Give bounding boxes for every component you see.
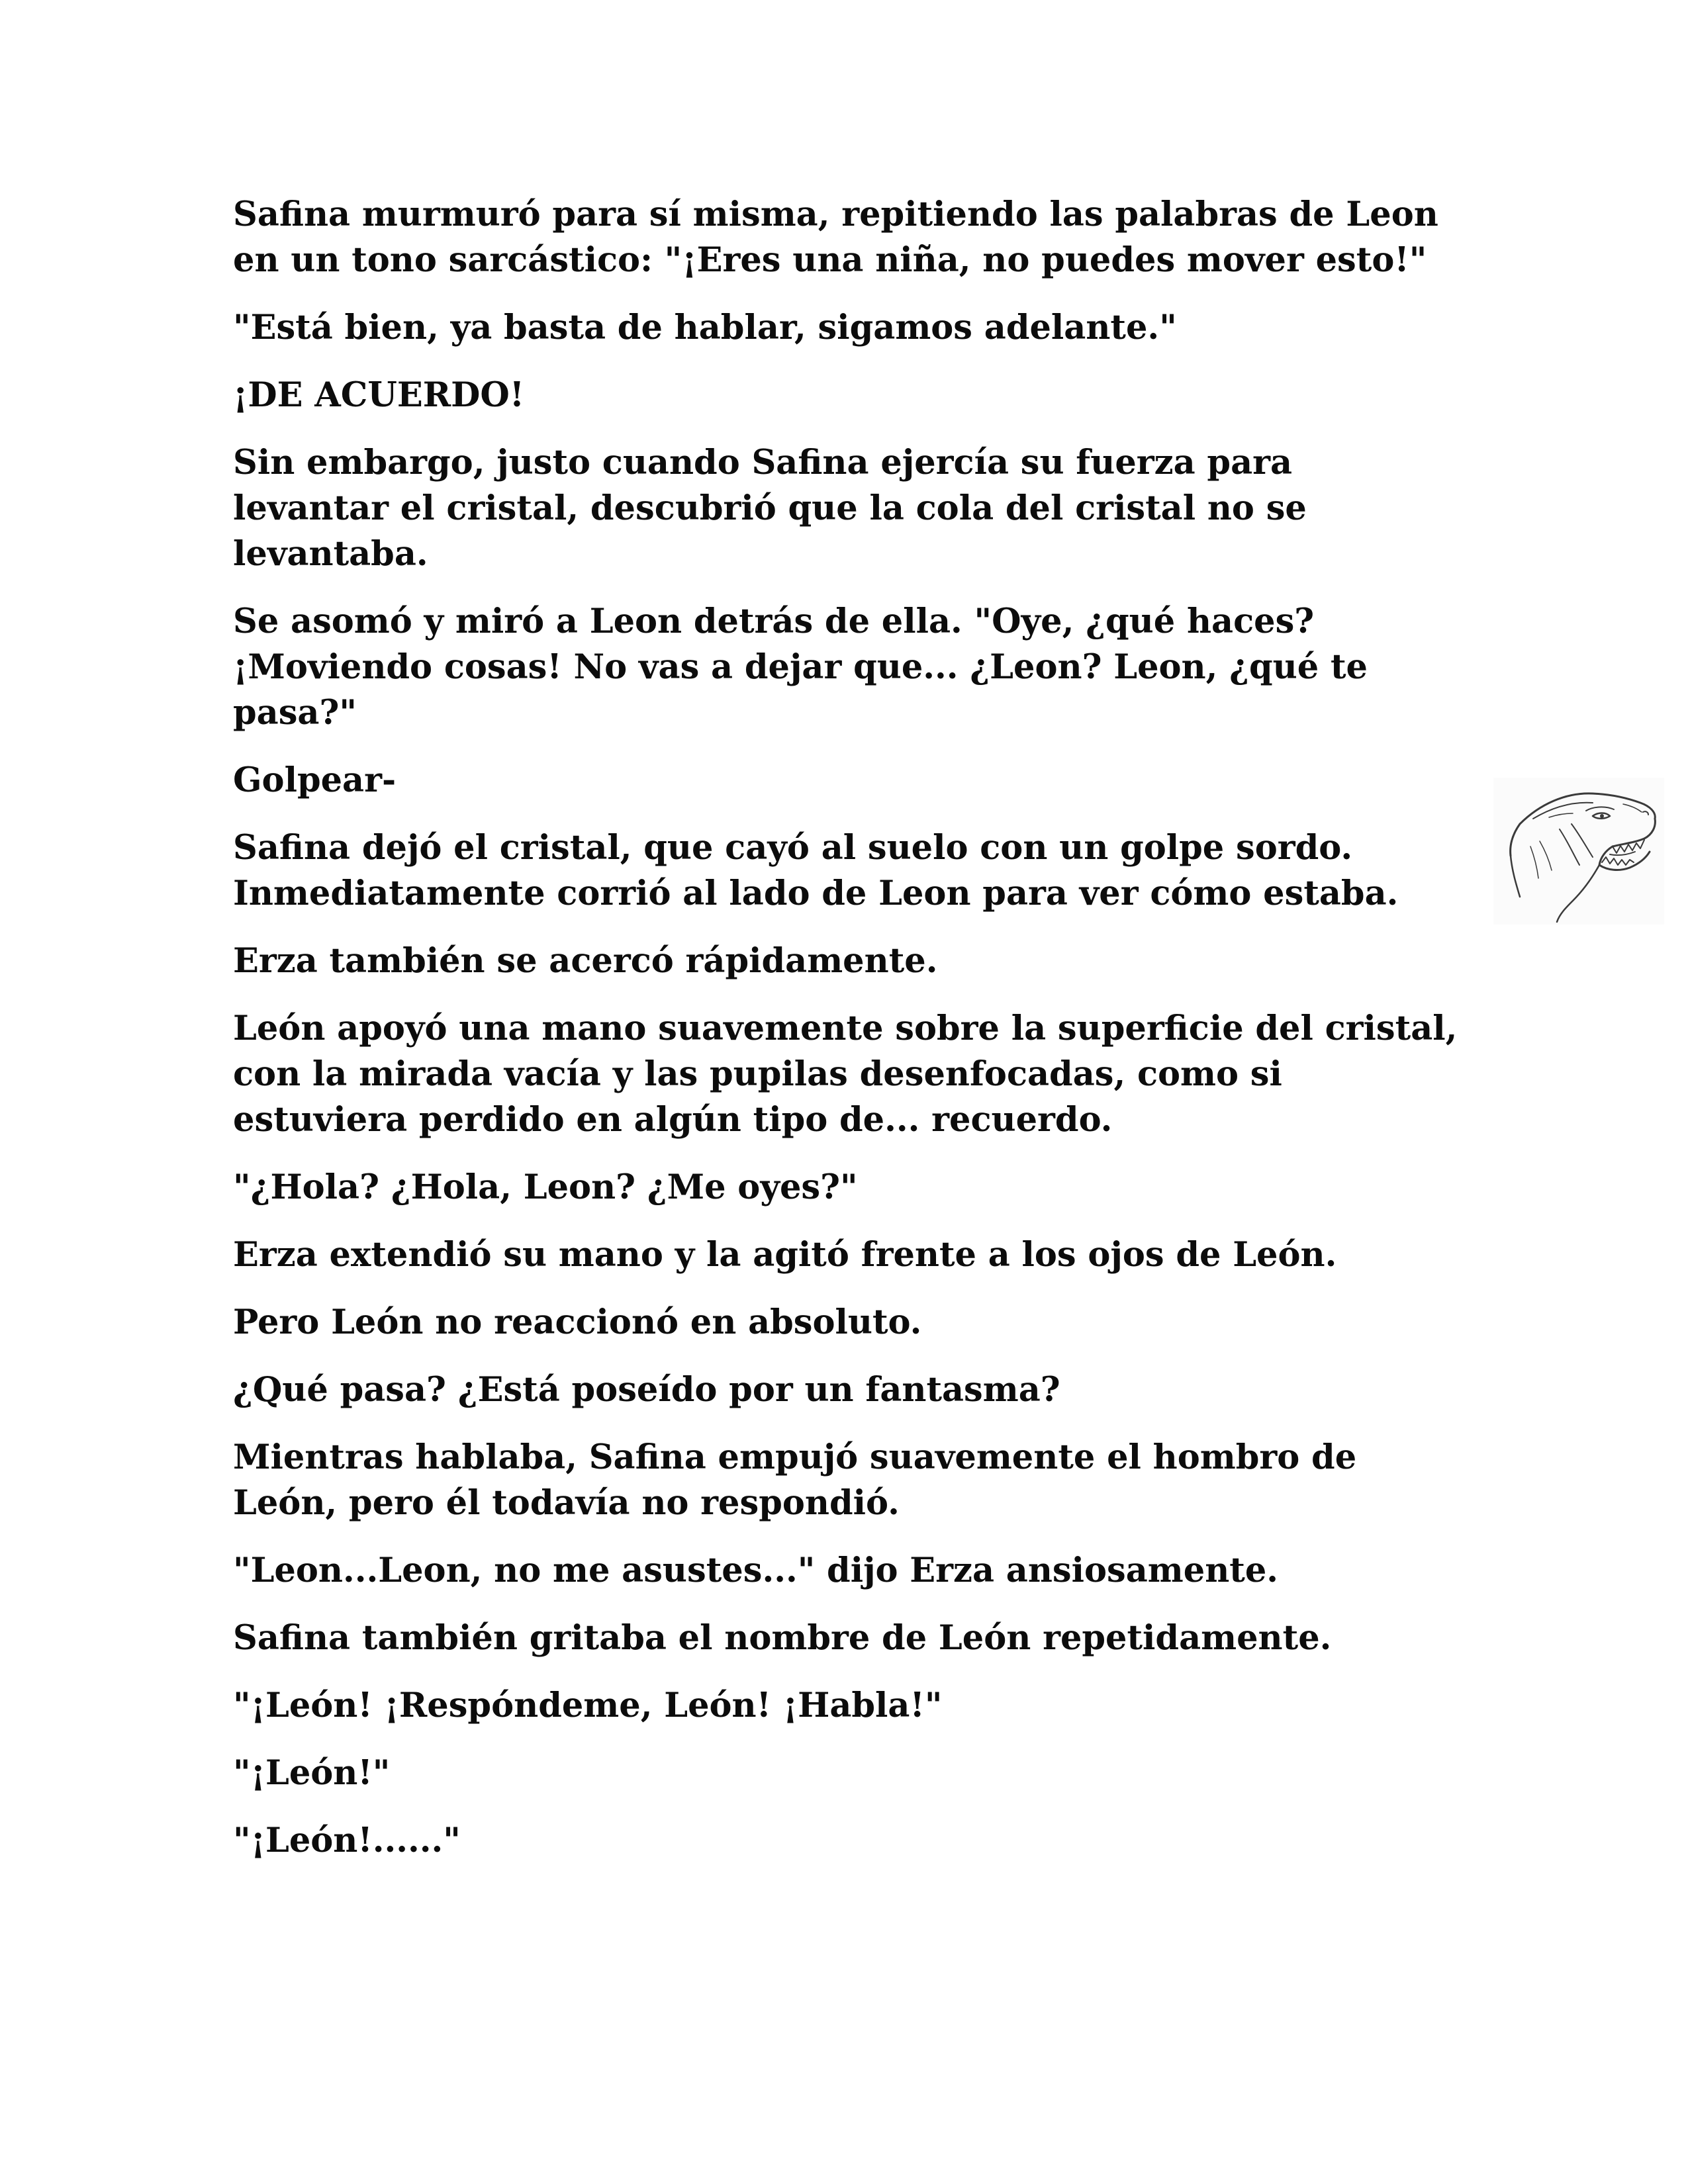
paragraph: Golpear- bbox=[233, 760, 397, 800]
paragraph: Erza también se acercó rápidamente. bbox=[233, 941, 938, 981]
dinosaur-head-sketch-icon bbox=[1493, 778, 1664, 925]
paragraph: Se asomó y miró a Leon detrás de ella. "Oye, ¿qué haces? ¡Moviendo cosas! No vas a dejar que... ¿Leon? Leon, ¿qué te pasa?" bbox=[233, 602, 1368, 733]
paragraph: "Leon...Leon, no me asustes..." dijo Erza ansiosamente. bbox=[233, 1551, 1279, 1590]
paragraph: Erza extendió su mano y la agitó frente a los ojos de León. bbox=[233, 1235, 1337, 1275]
paragraph: Safina también gritaba el nombre de León repetidamente. bbox=[233, 1618, 1332, 1658]
paragraph: Safina dejó el cristal, que cayó al suelo con un golpe sordo. Inmediatamente corrió al lado de Leon para ver cómo estaba. bbox=[233, 828, 1399, 913]
paragraph: "¡León! ¡Respóndeme, León! ¡Habla!" bbox=[233, 1686, 943, 1725]
paragraph: ¡DE ACUERDO! bbox=[233, 375, 525, 415]
paragraph: "¡León!" bbox=[233, 1753, 391, 1793]
paragraph: Mientras hablaba, Safina empujó suavemente el hombro de León, pero él todavía no respondió. bbox=[233, 1437, 1357, 1523]
paragraph: Safina murmuró para sí misma, repitiendo las palabras de Leon en un tono sarcástico: "¡Eres una niña, no puedes mover esto!" bbox=[233, 195, 1438, 280]
paragraph: "¡León!......" bbox=[233, 1821, 461, 1860]
story-text bbox=[233, 192, 1458, 1886]
paragraph: "¿Hola? ¿Hola, Leon? ¿Me oyes?" bbox=[233, 1167, 858, 1207]
paragraph: León apoyó una mano suavemente sobre la superficie del cristal, con la mirada vacía y las pupilas desenfocadas, como si estuviera perdido en algún tipo de... recuerdo. bbox=[233, 1009, 1458, 1140]
paragraph: Sin embargo, justo cuando Safina ejercía su fuerza para levantar el cristal, descubrió que la cola del cristal no se levantaba. bbox=[233, 443, 1307, 574]
paragraph: ¿Qué pasa? ¿Está poseído por un fantasma? bbox=[233, 1370, 1060, 1410]
paragraph: Pero León no reaccionó en absoluto. bbox=[233, 1302, 922, 1342]
paragraph: "Está bien, ya basta de hablar, sigamos adelante." bbox=[233, 308, 1177, 347]
